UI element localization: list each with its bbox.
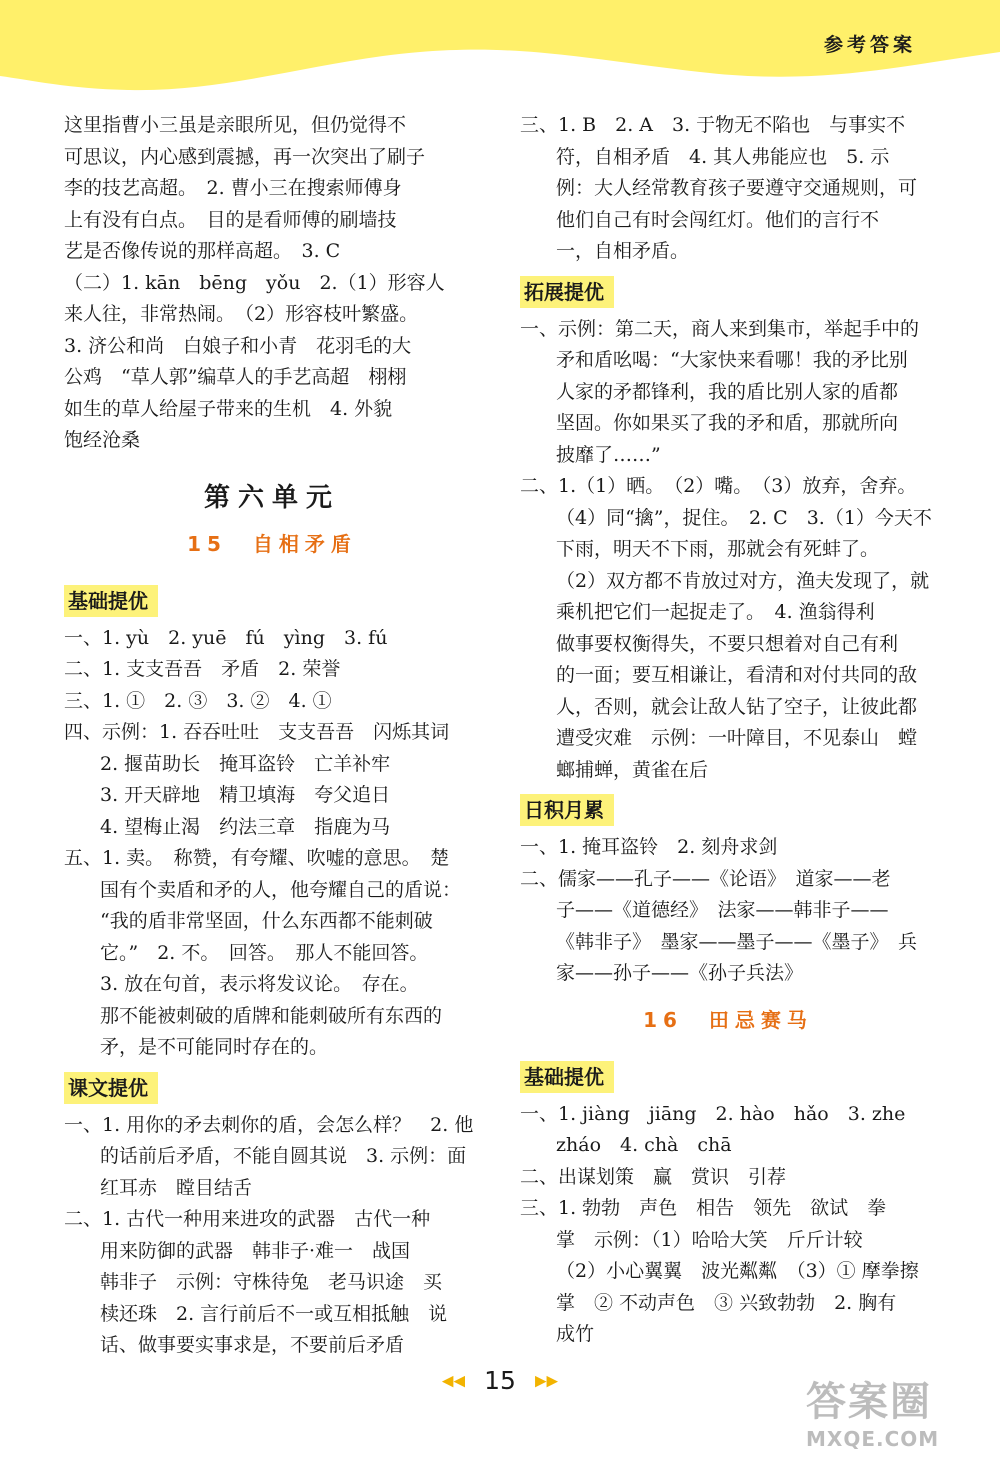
text-line: 3. 放在句首，表示将发议论。 存在。 bbox=[100, 973, 419, 995]
text-line: 遭受灾难 示例：一叶障目，不见泰山 螳 bbox=[556, 727, 918, 749]
text-line: 四、示例：1. 吞吞吐吐 支支吾吾 闪烁其词 bbox=[64, 721, 450, 743]
section-lines bbox=[520, 314, 936, 787]
text-line: 人家的矛都锋利，我的盾比别人家的盾都 bbox=[556, 380, 899, 403]
text-line: 例：大人经常教育孩子要遵守交通规则，可 bbox=[556, 177, 918, 199]
text-line: 矛和盾吆喝：“大家快来看哪！我的矛比别 bbox=[556, 349, 908, 371]
text-line: 坚固。你如果买了我的矛和盾，那就所向 bbox=[556, 412, 899, 434]
next-arrows-icon: ▶▶ bbox=[535, 1371, 559, 1390]
text-line: 椟还珠 2. 言行前后不一或互相抵触 说 bbox=[100, 1302, 448, 1325]
text-line: 成竹 bbox=[556, 1323, 595, 1345]
watermark-text: 答案圈 bbox=[806, 1379, 932, 1425]
text-line: （2）小心翼翼 波光粼粼 （3）① 摩拳擦 bbox=[556, 1260, 919, 1282]
header-title: 参考答案 bbox=[823, 34, 916, 56]
text-line: 李的技艺高超。 2. 曹小三在搜索师傅身 bbox=[64, 177, 402, 199]
text-line: 符，自相矛盾 4. 其人弗能应也 5. 示 bbox=[556, 145, 890, 168]
text-line: 一、1. 用你的矛去刺你的盾，会怎么样？ 2. 他 bbox=[64, 1113, 474, 1136]
text-line: 二、1. 古代一种用来进攻的武器 古代一种 bbox=[64, 1208, 431, 1230]
text-line: 公鸡 “草人郭”编草人的手艺高超 栩栩 bbox=[64, 366, 407, 388]
section-lines bbox=[64, 1110, 480, 1362]
section-lines bbox=[520, 832, 936, 990]
text-line: 可思议，内心感到震撼，再一次突出了刷子 bbox=[64, 145, 426, 168]
text-line: 一、1. 掩耳盗铃 2. 刻舟求剑 bbox=[520, 836, 778, 858]
text-line: 用来防御的武器 韩非子·难一 战国 bbox=[100, 1239, 411, 1262]
text-line: 他们自己有时会闯红灯。他们的言行不 bbox=[556, 208, 880, 231]
text-line: 话、做事要实事求是，不要前后矛盾 bbox=[100, 1334, 405, 1356]
text-line: 矛，是不可能同时存在的。 bbox=[100, 1036, 329, 1058]
section-heading: 拓展提优 bbox=[520, 276, 614, 308]
text-line: 艺是否像传说的那样高超。 3. C bbox=[64, 240, 341, 262]
text-line: 螂捕蝉，黄雀在后 bbox=[556, 758, 709, 781]
text-line: 五、1. 卖。 称赞，有夸耀、吹嘘的意思。 楚 bbox=[64, 847, 450, 869]
text-line: 人，否则，就会让敌人钻了空子，让彼此都 bbox=[556, 695, 918, 718]
lesson-title-16: 16 田忌赛马 bbox=[643, 1007, 813, 1032]
text-line: 披靡了……” bbox=[556, 443, 661, 466]
left-column bbox=[64, 110, 480, 1362]
text-line: 饱经沧桑 bbox=[64, 429, 141, 451]
text-line: 4. 望梅止渴 约法三章 指鹿为马 bbox=[100, 815, 391, 838]
text-line: 二、1. 支支吾吾 矛盾 2. 荣誉 bbox=[64, 658, 341, 680]
section-heading: 课文提优 bbox=[64, 1072, 158, 1104]
text-line: （二）1. kān bēng yǒu 2.（1）形容人 bbox=[64, 271, 445, 294]
text-line: 的一面；要互相谦让，看清和对付共同的敌 bbox=[556, 664, 918, 686]
text-line: （4）同“擒”，捉住。 2. C 3.（1）今天不 bbox=[556, 506, 932, 529]
text-line: 3. 济公和尚 白娘子和小青 花羽毛的大 bbox=[64, 334, 412, 357]
page-number: 15 bbox=[484, 1366, 516, 1395]
text-line: 家——孙子——《孙子兵法》 bbox=[556, 962, 804, 984]
text-line: 一，自相矛盾。 bbox=[556, 240, 690, 262]
section-lines bbox=[520, 1099, 936, 1351]
text-line: 三、1. 勃勃 声色 相告 领先 欲试 拳 bbox=[520, 1197, 887, 1219]
text-line: 下雨，明天不下雨，那就会有死蚌了。 bbox=[556, 538, 880, 560]
text-line: 来人往，非常热闹。 （2）形容枝叶繁盛。 bbox=[64, 303, 419, 325]
text-line: 三、1. ① 2. ③ 3. ② 4. ① bbox=[64, 689, 332, 712]
text-line: zháo 4. chà chā bbox=[556, 1134, 732, 1156]
prev-arrows-icon: ◀◀ bbox=[441, 1371, 465, 1390]
section-basic-16 bbox=[520, 1053, 936, 1351]
text-line: 二、1.（1）晒。 （2）嘴。 （3）放弃，舍弃。 bbox=[520, 475, 917, 497]
text-line: 3. 开天辟地 精卫填海 夸父追日 bbox=[100, 784, 391, 806]
unit-title: 第六单元 bbox=[203, 482, 340, 513]
section-lines bbox=[64, 623, 480, 1064]
text-line: 上有没有白点。 目的是看师傅的刷墙技 bbox=[64, 208, 397, 231]
text-line: 如生的草人给屋子带来的生机 4. 外貌 bbox=[64, 397, 393, 420]
text-line: （2）双方都不肯放过对方，渔夫发现了，就 bbox=[556, 569, 930, 592]
text-line: 那不能被刺破的盾牌和能刺破所有东西的 bbox=[100, 1004, 443, 1027]
lesson-title-15: 15 自相矛盾 bbox=[187, 531, 357, 556]
text-line: 乘机把它们一起捉走了。 4. 渔翁得利 bbox=[556, 601, 875, 623]
right-column bbox=[520, 110, 936, 1351]
section-extend-15 bbox=[520, 268, 936, 787]
text-line: “我的盾非常坚固，什么东西都不能刺破 bbox=[100, 910, 433, 932]
text-line: 这里指曹小三虽是亲眼所见，但仍觉得不 bbox=[64, 114, 407, 136]
text-line: 二、出谋划策 赢 赏识 引荐 bbox=[520, 1165, 787, 1188]
section-text-15 bbox=[64, 1064, 480, 1362]
watermark-logo bbox=[806, 1370, 986, 1452]
text-line: 二、儒家——孔子——《论语》 道家——老 bbox=[520, 867, 891, 890]
section-heading: 基础提优 bbox=[64, 585, 158, 617]
text-line: 的话前后矛盾，不能自圆其说 3. 示例：面 bbox=[100, 1145, 467, 1167]
text-line: 它。” 2. 不。 回答。 那人不能回答。 bbox=[100, 941, 429, 964]
text-line: 《韩非子》 墨家——墨子——《墨子》 兵 bbox=[556, 930, 918, 953]
section-heading: 日积月累 bbox=[520, 794, 614, 826]
watermark-site: MXQE.COM bbox=[806, 1427, 940, 1451]
right-intro bbox=[520, 110, 936, 268]
text-line: 掌 ② 不动声色 ③ 兴致勃勃 2. 胸有 bbox=[556, 1291, 897, 1314]
text-line: 一、1. jiàng jiāng 2. hào hǎo 3. zhe bbox=[520, 1102, 906, 1125]
text-line: 掌 示例：（1）哈哈大笑 斤斤计较 bbox=[556, 1228, 863, 1251]
text-line: 做事要权衡得失，不要只想着对自己有利 bbox=[556, 632, 899, 655]
section-basic-15 bbox=[64, 577, 480, 1064]
text-line: 韩非子 示例：守株待兔 老马识途 买 bbox=[100, 1271, 443, 1293]
text-line: 三、1. B 2. A 3. 于物无不陷也 与事实不 bbox=[520, 114, 906, 136]
text-line: 一、1. yù 2. yuē fú yìng 3. fú bbox=[64, 626, 388, 649]
left-intro bbox=[64, 110, 480, 457]
text-line: 子——《道德经》 法家——韩非子—— bbox=[556, 899, 889, 921]
text-line: 国有个卖盾和矛的人，他夸耀自己的盾说： bbox=[100, 878, 462, 901]
text-line: 一、示例：第二天，商人来到集市，举起手中的 bbox=[520, 317, 920, 340]
section-heading: 基础提优 bbox=[520, 1061, 614, 1093]
text-line: 2. 揠苗助长 掩耳盗铃 亡羊补牢 bbox=[100, 752, 391, 775]
text-line: 红耳赤 瞠目结舌 bbox=[100, 1176, 253, 1199]
section-daily-15 bbox=[520, 786, 936, 990]
